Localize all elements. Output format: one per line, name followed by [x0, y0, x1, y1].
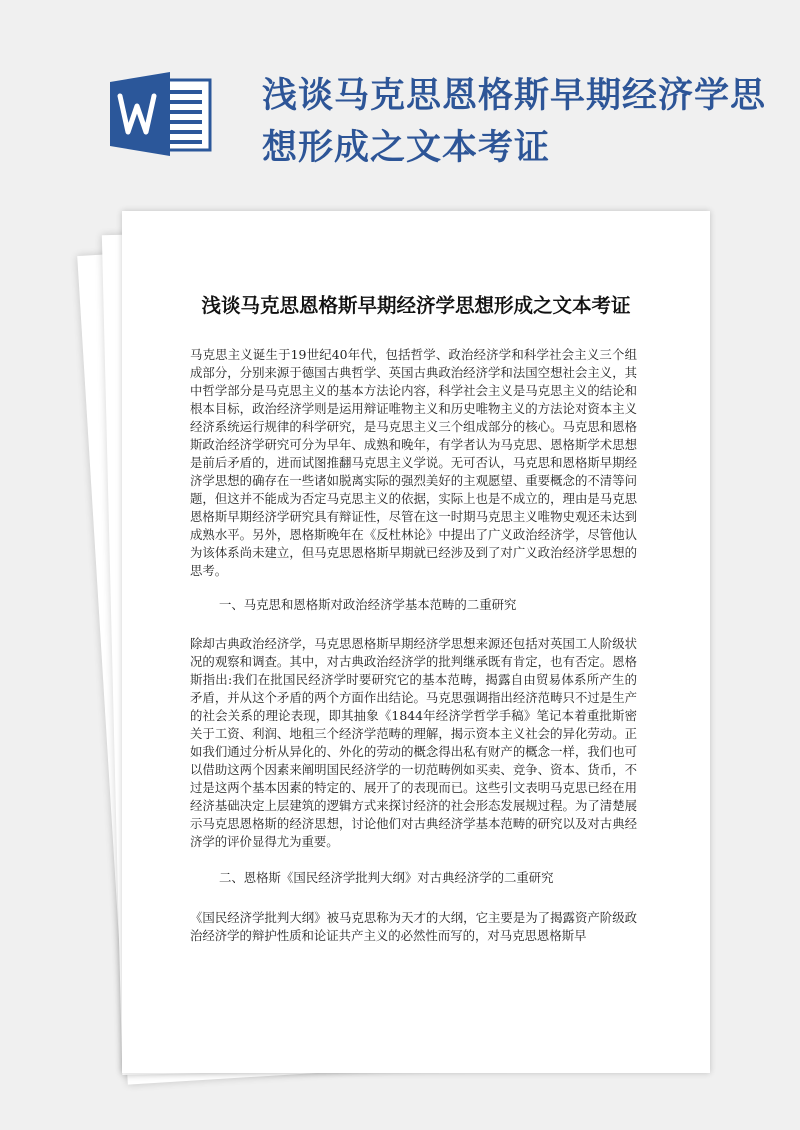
document-header: [0, 0, 800, 210]
microsoft-word-icon: [110, 72, 212, 156]
header-title: 浅谈马克思恩格斯早期经济学思想形成之文本考证: [262, 75, 767, 168]
section-heading-1: 一、马克思和恩格斯对政治经济学基本范畴的二重研究: [219, 597, 517, 612]
paragraph-section-2: 《国民经济学批判大纲》被马克思称为天才的大纲，它主要是为了揭露资产阶级政治经济学的辩护性质和论证共产主义的必然性而写的，对马克思恩格斯早: [190, 910, 637, 943]
paragraph-intro: 马克思主义诞生于19世纪40年代，包括哲学、政治经济学和科学社会主义三个组成部分，分别来源于德国古典哲学、英国古典政治经济学和法国空想社会主义，其中哲学部分是马克思主义的基本方法论内容，科学社会主义是马克思主义的结论和根本目标，政治经济学则是运用辩证唯物主义和历史唯物主义的方法论对资本主义经济系统运行规律的科学研究，是马克思主义三个组成部分的核心。马克思和恩格斯政治经济学研究可分为早年、成熟和晚年，有学者认为马克思、恩格斯学术思想是前后矛盾的，进而试图推翻马克思主义学说。无可否认，马克思和恩格斯早期经济学思想的确存在一些诸如脱离实际的强烈美好的主观愿望、重要概念的不清等问题，但这并不能成为否定马克思主义的依据，实际上也是不成立的，理由是马克思恩格斯早期经济学研究具有辩证性，尽管在这一时期马克思主义唯物史观还未达到成熟水平。另外，恩格斯晚年在《反杜林论》中提出了广义政治经济学，尽管他认为该体系尚未建立，但马克思恩格斯早期就已经涉及到了对广义政治经济学思想的思考。: [190, 347, 637, 578]
section-heading-2: 二、恩格斯《国民经济学批判大纲》对古典经济学的二重研究: [219, 870, 554, 885]
document-page: [122, 211, 710, 1073]
paragraph-section-1: 除却古典政治经济学，马克思恩格斯早期经济学思想来源还包括对英国工人阶级状况的观察和调查。其中，对古典政治经济学的批判继承既有肯定，也有否定。恩格斯指出:我们在批国民经济学时要研究它的基本范畴，揭露自由贸易体系所产生的矛盾，并从这个矛盾的两个方面作出结论。马克思强调指出经济范畴只不过是生产的社会关系的理论表现，即其抽象《1844年经济学哲学手稿》笔记本着重批斯密关于工资、利润、地租三个经济学范畴的理解，揭示资本主义社会的异化劳动。正如我们通过分析从异化的、外化的劳动的概念得出私有财产的概念一样，我们也可以借助这两个因素来阐明国民经济学的一切范畴例如买卖、竞争、资本、货币，不过是这两个基本因素的特定的、展开了的表现而已。这些引文表明马克思已经在用经济基础决定上层建筑的逻辑方式来探讨经济的社会形态发展规过程。为了清楚展示马克思恩格斯的经济思想，讨论他们对古典经济学基本范畴的研究以及对古典经济学的评价显得尤为重要。: [190, 636, 637, 849]
document-title: 浅谈马克思恩格斯早期经济学思想形成之文本考证: [201, 294, 631, 317]
